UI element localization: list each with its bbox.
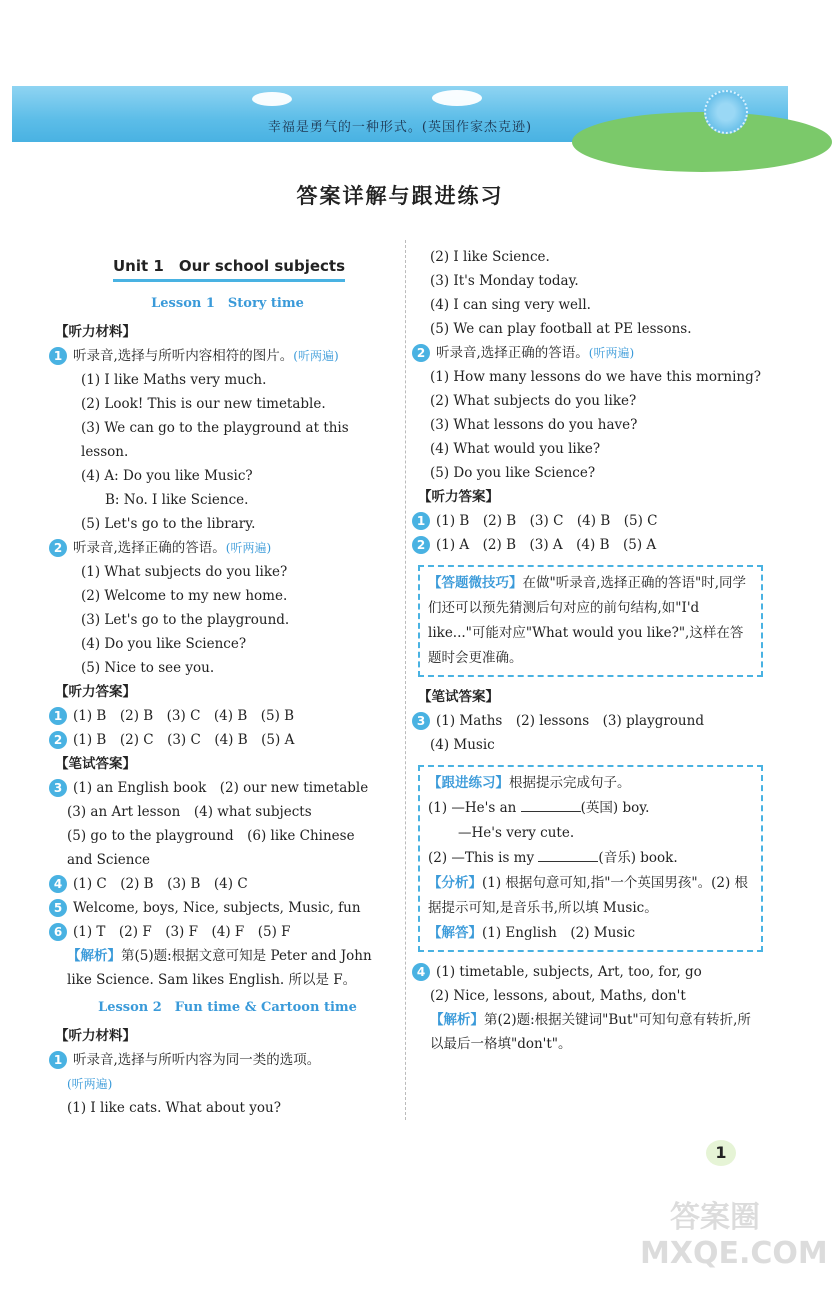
list-item: (2) I like Science. (430, 249, 550, 265)
hint-text: (听两遍) (293, 349, 339, 363)
question-number: 1 (49, 347, 67, 365)
list-item: (2) Look! This is our new timetable. (81, 396, 326, 412)
answer-row (55, 704, 400, 728)
watermark-logo: 答案圈 MXQE.COM (640, 1200, 828, 1271)
question-text: 听录音,选择正确的答语。 (436, 345, 589, 361)
answer-row (55, 920, 400, 944)
answer-text: (3) an Art lesson (4) what subjects (67, 804, 312, 820)
answer-text: (1) T (2) F (3) F (4) F (5) F (73, 924, 291, 940)
answer-row (418, 509, 763, 533)
section-heading: 【笔试答案】 (55, 756, 136, 772)
question-number: 2 (412, 344, 430, 362)
list-item: (3) Let's go to the playground. (81, 612, 290, 628)
answer-row (55, 872, 400, 896)
answer-text: and Science (67, 852, 151, 868)
analysis-tag: 【分析】 (428, 875, 482, 891)
hint-text: (听两遍) (225, 541, 272, 555)
answer-row (418, 533, 763, 557)
list-item: (3) What lessons do you have? (430, 417, 638, 433)
list-item: (5) Let's go to the library. (81, 516, 256, 532)
answer-text: Welcome, boys, Nice, subjects, Music, fun (73, 900, 361, 916)
question-number: 2 (49, 539, 67, 557)
question-number: 5 (49, 899, 67, 917)
section-heading: 【听力答案】 (418, 489, 499, 505)
analysis-block (55, 944, 400, 992)
answer-row (418, 709, 763, 733)
page-number: 1 (706, 1140, 736, 1166)
question-number: 4 (49, 875, 67, 893)
answer-row (55, 728, 400, 752)
question-text: 听录音,选择正确的答语。 (73, 540, 226, 556)
analysis-tag: 【解析】 (430, 1012, 484, 1028)
question-text: 听录音,选择与所听内容相符的图片。 (73, 348, 294, 364)
answer-text: (1) an English book (2) our new timetable (73, 780, 369, 796)
answer-row (55, 896, 400, 920)
practice-line: (音乐) book. (598, 850, 678, 866)
question-number: 2 (49, 731, 67, 749)
question-text: 听录音,选择与所听内容为同一类的选项。 (73, 1052, 321, 1068)
analysis-tag: 【解析】 (67, 948, 121, 964)
cloud-decoration (252, 92, 292, 106)
question-number: 4 (412, 963, 430, 981)
analysis-text: 第(2)题:根据关键词"But"可知句意有转折,所以最后一格填"don't"。 (430, 1012, 751, 1052)
section-heading: 【听力材料】 (55, 324, 136, 340)
answer-row (418, 960, 763, 984)
answer-text: (2) Nice, lessons, about, Maths, don't (430, 988, 686, 1004)
answer-text: (1) Maths (2) lessons (3) playground (436, 713, 704, 729)
answer-text: (1) timetable, subjects, Art, too, for, go (436, 964, 702, 980)
list-item: (5) We can play football at PE lessons. (430, 321, 692, 337)
question-number: 1 (49, 1051, 67, 1069)
question-2 (418, 341, 763, 365)
practice-tag: 【跟进练习】 (428, 775, 509, 791)
answer-blank (538, 849, 598, 862)
page-title: 答案详解与跟进练习 (296, 184, 504, 208)
practice-text: 根据提示完成句子。 (509, 775, 631, 791)
lesson-title: Lesson 2 Fun time & Cartoon time (98, 1000, 357, 1015)
tip-box (418, 565, 763, 677)
practice-line: —He's very cute. (458, 825, 575, 841)
cloud-decoration (432, 90, 482, 106)
analysis-text: (1) 根据句意可知,指"一个英国男孩"。(2) 根据提示可知,是音乐书,所以填 Music。 (428, 875, 749, 916)
question-number: 3 (412, 712, 430, 730)
hint-text: (听两遍) (67, 1077, 113, 1091)
answer-text: (1) A (2) B (3) A (4) B (5) A (436, 537, 657, 553)
list-item: (3) It's Monday today. (430, 273, 579, 289)
right-column (418, 245, 763, 1056)
list-item: (1) What subjects do you like? (81, 564, 288, 580)
practice-line: (1) —He's an (428, 800, 517, 816)
column-divider (405, 240, 406, 1120)
left-column (55, 240, 400, 1120)
practice-line: (2) —This is my (428, 850, 535, 866)
analysis-block (418, 1008, 763, 1056)
answer-blank (521, 799, 581, 812)
answer-row (55, 776, 400, 800)
question-number: 1 (49, 707, 67, 725)
motto-text: 幸福是勇气的一种形式。(英国作家杰克逊) (267, 120, 533, 135)
list-item: (2) Welcome to my new home. (81, 588, 288, 604)
lesson-title: Lesson 1 Story time (151, 296, 304, 311)
answer-text: (1) C (2) B (3) B (4) C (73, 876, 248, 892)
solution-text: (1) English (2) Music (482, 925, 636, 941)
question-1b (55, 1048, 400, 1072)
list-item: (5) Nice to see you. (81, 660, 215, 676)
practice-box (418, 765, 763, 952)
answer-text: (1) B (2) B (3) C (4) B (5) C (436, 513, 658, 529)
section-heading: 【笔试答案】 (418, 689, 499, 705)
question-1 (55, 344, 400, 368)
list-item: (4) A: Do you like Music? (81, 468, 253, 484)
practice-line: (英国) boy. (580, 800, 650, 816)
header-banner (12, 86, 788, 142)
list-item: (1) I like cats. What about you? (67, 1100, 281, 1116)
answer-text: (4) Music (430, 737, 495, 753)
section-heading: 【听力答案】 (55, 684, 136, 700)
question-number: 6 (49, 923, 67, 941)
unit-title: Unit 1 Our school subjects (113, 254, 345, 282)
question-2 (55, 536, 400, 560)
answer-text: (1) B (2) B (3) C (4) B (5) B (73, 708, 295, 724)
question-number: 1 (412, 512, 430, 530)
solution-tag: 【解答】 (428, 925, 482, 941)
analysis-text: 第(5)题:根据文意可知是 Peter and John like Science. Sam likes English. 所以是 F。 (67, 948, 372, 988)
tip-text: 在做"听录音,选择正确的答语"时,同学们还可以预先猜测后句对应的前句结构,如"I'd like..."可能对应"What would you like?",这样在答题时会更准确。 (428, 575, 747, 666)
list-item: (5) Do you like Science? (430, 465, 596, 481)
question-number: 3 (49, 779, 67, 797)
hint-text: (听两遍) (588, 346, 635, 360)
list-item: (3) We can go to the playground at this lesson. (81, 420, 349, 460)
list-item: (4) I can sing very well. (430, 297, 591, 313)
question-number: 2 (412, 536, 430, 554)
answer-text: (5) go to the playground (6) like Chinese (67, 828, 355, 844)
list-item: (2) What subjects do you like? (430, 393, 637, 409)
list-item: B: No. I like Science. (105, 492, 249, 508)
list-item: (1) I like Maths very much. (81, 372, 267, 388)
list-item: (1) How many lessons do we have this morning? (430, 369, 762, 385)
list-item: (4) Do you like Science? (81, 636, 247, 652)
answer-text: (1) B (2) C (3) C (4) B (5) A (73, 732, 295, 748)
section-heading: 【听力材料】 (55, 1028, 136, 1044)
tip-tag: 【答题微技巧】 (428, 575, 523, 591)
list-item: (4) What would you like? (430, 441, 601, 457)
